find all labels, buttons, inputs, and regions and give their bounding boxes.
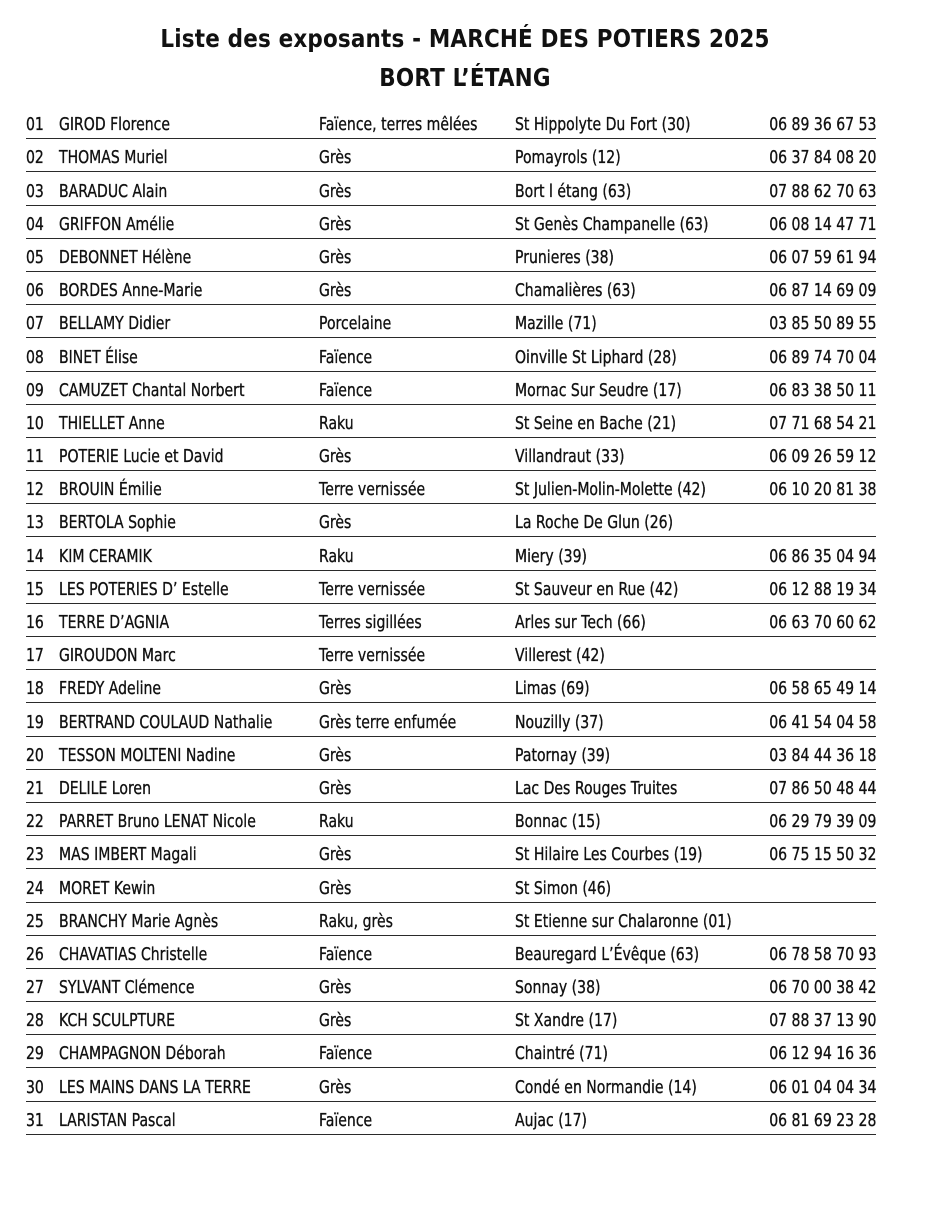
exhibitor-name: DELILE Loren: [59, 777, 151, 799]
exhibitor-phone: 06 37 84 08 20: [768, 147, 876, 169]
exhibitor-technique: Terres sigillées: [319, 612, 422, 633]
exhibitor-row: [26, 305, 876, 338]
exhibitor-name: KIM CERAMIK: [59, 545, 152, 567]
exhibitor-row: [26, 1068, 876, 1101]
document-title: Liste des exposants - MARCHÉ DES POTIERS 2025: [160, 24, 770, 53]
exhibitor-name: KCH SCULPTURE: [59, 1010, 176, 1032]
exhibitor-row: [26, 869, 876, 902]
exhibitor-row: [26, 338, 876, 371]
exhibitor-number: 20: [26, 744, 44, 766]
exhibitor-number: 30: [26, 1076, 44, 1098]
exhibitor-technique: Grès: [319, 1010, 352, 1032]
exhibitor-number: 26: [26, 943, 44, 965]
exhibitor-number: 18: [26, 678, 44, 700]
exhibitor-name: TERRE D’AGNIA: [59, 612, 170, 633]
exhibitor-number: 08: [26, 346, 44, 368]
exhibitor-row: [26, 770, 876, 803]
exhibitor-town: Pomayrols (12): [515, 147, 621, 169]
exhibitor-technique: Raku, grès: [319, 910, 393, 932]
exhibitor-row: [26, 703, 876, 736]
exhibitor-town: Patornay (39): [515, 744, 611, 766]
exhibitor-technique: Grès: [319, 246, 352, 268]
exhibitor-number: 10: [26, 412, 44, 434]
exhibitor-technique: Grès: [319, 877, 352, 899]
exhibitor-phone: 06 70 00 38 42: [768, 977, 876, 999]
exhibitor-name: THIELLET Anne: [59, 412, 165, 434]
exhibitor-town: Chamalières (63): [515, 280, 636, 302]
document-subtitle-location: BORT L’ÉTANG: [379, 63, 551, 92]
exhibitor-phone: 07 71 68 54 21: [768, 412, 876, 434]
exhibitor-row: [26, 1002, 876, 1035]
exhibitor-town: Miery (39): [515, 545, 588, 567]
exhibitor-name: DEBONNET Hélène: [59, 246, 192, 268]
exhibitor-name: CAMUZET Chantal Norbert: [59, 379, 245, 401]
exhibitor-name: CHAVATIAS Christelle: [59, 943, 208, 965]
exhibitor-town: St Simon (46): [515, 877, 612, 899]
exhibitor-number: 03: [26, 180, 44, 202]
exhibitor-technique: Faïence: [319, 346, 373, 368]
exhibitor-row: [26, 106, 876, 139]
exhibitor-row: [26, 172, 876, 205]
exhibitor-town: St Seine en Bache (21): [515, 412, 677, 434]
exhibitor-number: 16: [26, 612, 44, 633]
exhibitor-number: 21: [26, 777, 44, 799]
exhibitor-row: [26, 936, 876, 969]
exhibitor-town: Chaintré (71): [515, 1043, 609, 1065]
exhibitor-phone: 06 12 94 16 36: [768, 1043, 876, 1065]
exhibitor-town: St Xandre (17): [515, 1010, 618, 1032]
exhibitor-row: [26, 471, 876, 504]
exhibitor-phone: 06 09 26 59 12: [768, 446, 876, 468]
exhibitor-number: 02: [26, 147, 44, 169]
exhibitor-technique: Grès: [319, 777, 352, 799]
exhibitor-phone: 06 75 15 50 32: [768, 844, 876, 866]
exhibitor-row: [26, 405, 876, 438]
exhibitor-phone: 06 78 58 70 93: [768, 943, 876, 965]
exhibitor-town: St Hippolyte Du Fort (30): [515, 114, 691, 136]
exhibitor-technique: Raku: [319, 811, 354, 833]
exhibitor-phone: 03 84 44 36 18: [768, 744, 876, 766]
exhibitor-number: 05: [26, 246, 44, 268]
exhibitor-technique: Raku: [319, 412, 354, 434]
exhibitor-number: 22: [26, 811, 44, 833]
exhibitor-name: BROUIN Émilie: [59, 479, 162, 501]
exhibitor-technique: Faïence: [319, 943, 373, 965]
exhibitor-technique: Terre vernissée: [319, 479, 426, 501]
exhibitor-technique: Faïence: [319, 1109, 373, 1131]
exhibitor-number: 23: [26, 844, 44, 866]
exhibitor-technique: Grès: [319, 744, 352, 766]
exhibitor-row: [26, 1035, 876, 1068]
exhibitor-name: THOMAS Muriel: [59, 147, 168, 169]
exhibitor-phone: 06 41 54 04 58: [768, 711, 876, 733]
exhibitor-technique: Grès: [319, 180, 352, 202]
exhibitor-technique: Grès: [319, 512, 352, 534]
exhibitor-technique: Faïence, terres mêlées: [319, 114, 478, 136]
exhibitor-town: Limas (69): [515, 678, 590, 700]
exhibitor-name: BARADUC Alain: [59, 180, 168, 202]
exhibitor-row: [26, 903, 876, 936]
exhibitor-technique: Grès: [319, 213, 352, 235]
exhibitor-phone: 06 58 65 49 14: [768, 678, 876, 700]
exhibitor-name: FREDY Adeline: [59, 678, 162, 700]
exhibitor-name: BRANCHY Marie Agnès: [59, 910, 219, 932]
exhibitor-phone: 06 86 35 04 94: [768, 545, 876, 567]
exhibitor-technique: Grès: [319, 446, 352, 468]
exhibitor-technique: Terre vernissée: [319, 645, 426, 667]
exhibitor-row: [26, 438, 876, 471]
exhibitor-row: [26, 1102, 876, 1135]
exhibitor-phone: 07 86 50 48 44: [768, 777, 876, 799]
exhibitor-list: [26, 106, 876, 1135]
exhibitor-town: Prunieres (38): [515, 246, 615, 268]
exhibitor-row: [26, 504, 876, 537]
exhibitor-town: St Hilaire Les Courbes (19): [515, 844, 703, 866]
exhibitor-technique: Grès: [319, 678, 352, 700]
exhibitor-number: 15: [26, 578, 44, 600]
exhibitor-phone: 06 29 79 39 09: [768, 811, 876, 833]
exhibitor-technique: Raku: [319, 545, 354, 567]
exhibitor-town: Bort l étang (63): [515, 180, 632, 202]
exhibitor-number: 31: [26, 1109, 44, 1131]
exhibitor-town: Lac Des Rouges Truites: [515, 777, 678, 799]
exhibitor-phone: 06 83 38 50 11: [768, 379, 876, 401]
exhibitor-technique: Porcelaine: [319, 313, 392, 335]
exhibitor-technique: Terre vernissée: [319, 578, 426, 600]
exhibitor-technique: Grès: [319, 844, 352, 866]
exhibitor-row: [26, 372, 876, 405]
exhibitor-name: BINET Élise: [59, 346, 138, 368]
exhibitor-number: 29: [26, 1043, 44, 1065]
exhibitor-phone: 06 01 04 04 34: [768, 1076, 876, 1098]
exhibitor-phone: 03 85 50 89 55: [768, 313, 876, 335]
exhibitor-row: [26, 670, 876, 703]
exhibitor-name: POTERIE Lucie et David: [59, 446, 224, 468]
exhibitor-town: Mornac Sur Seudre (17): [515, 379, 682, 401]
exhibitor-row: [26, 604, 876, 637]
exhibitor-number: 09: [26, 379, 44, 401]
exhibitor-town: Sonnay (38): [515, 977, 601, 999]
exhibitor-town: Arles sur Tech (66): [515, 612, 646, 633]
exhibitor-town: St Sauveur en Rue (42): [515, 578, 679, 600]
exhibitor-town: Oinville St Liphard (28): [515, 346, 677, 368]
exhibitor-number: 19: [26, 711, 44, 733]
exhibitor-name: LARISTAN Pascal: [59, 1109, 176, 1131]
exhibitor-name: BERTOLA Sophie: [59, 512, 176, 534]
exhibitor-row: [26, 836, 876, 869]
exhibitor-technique: Faïence: [319, 1043, 373, 1065]
exhibitor-name: GIROUDON Marc: [59, 645, 176, 667]
exhibitor-name: LES POTERIES D’ Estelle: [59, 578, 229, 600]
exhibitor-phone: 06 12 88 19 34: [768, 578, 876, 600]
exhibitor-name: CHAMPAGNON Déborah: [59, 1043, 226, 1065]
exhibitor-technique: Grès terre enfumée: [319, 711, 457, 733]
exhibitor-phone: 06 89 74 70 04: [768, 346, 876, 368]
exhibitor-phone: 06 07 59 61 94: [768, 246, 876, 268]
exhibitor-name: BELLAMY Didier: [59, 313, 171, 335]
exhibitor-name: GIROD Florence: [59, 114, 171, 136]
exhibitor-phone: 06 63 70 60 62: [768, 612, 876, 633]
exhibitor-phone: 06 81 69 23 28: [768, 1109, 876, 1131]
exhibitor-number: 04: [26, 213, 44, 235]
exhibitor-number: 07: [26, 313, 44, 335]
exhibitor-number: 13: [26, 512, 44, 534]
exhibitor-name: SYLVANT Clémence: [59, 977, 195, 999]
exhibitor-row: [26, 272, 876, 305]
exhibitor-technique: Grès: [319, 977, 352, 999]
exhibitor-town: St Etienne sur Chalaronne (01): [515, 910, 732, 932]
exhibitor-phone: 06 08 14 47 71: [768, 213, 876, 235]
exhibitor-row: [26, 803, 876, 836]
exhibitor-town: Bonnac (15): [515, 811, 601, 833]
exhibitor-town: St Julien-Molin-Molette (42): [515, 479, 706, 501]
exhibitor-name: LES MAINS DANS LA TERRE: [59, 1076, 251, 1098]
exhibitor-town: Aujac (17): [515, 1109, 588, 1131]
exhibitor-number: 25: [26, 910, 44, 932]
exhibitor-name: MAS IMBERT Magali: [59, 844, 197, 866]
exhibitor-number: 24: [26, 877, 44, 899]
exhibitor-name: PARRET Bruno LENAT Nicole: [59, 811, 256, 833]
exhibitor-number: 01: [26, 114, 44, 136]
exhibitor-number: 12: [26, 479, 44, 501]
exhibitor-name: TESSON MOLTENI Nadine: [59, 744, 236, 766]
exhibitor-town: Nouzilly (37): [515, 711, 604, 733]
exhibitor-row: [26, 637, 876, 670]
exhibitor-town: Beauregard L’Évêque (63): [515, 943, 700, 965]
exhibitor-row: [26, 571, 876, 604]
exhibitor-name: GRIFFON Amélie: [59, 213, 175, 235]
exhibitor-town: Mazille (71): [515, 313, 597, 335]
exhibitor-number: 28: [26, 1010, 44, 1032]
exhibitor-row: [26, 139, 876, 172]
exhibitor-phone: 06 10 20 81 38: [768, 479, 876, 501]
exhibitor-row: [26, 206, 876, 239]
exhibitor-number: 06: [26, 280, 44, 302]
exhibitor-phone: 07 88 62 70 63: [768, 180, 876, 202]
exhibitor-number: 14: [26, 545, 44, 567]
exhibitor-number: 11: [26, 446, 44, 468]
exhibitor-row: [26, 737, 876, 770]
exhibitor-town: St Genès Champanelle (63): [515, 213, 709, 235]
exhibitor-technique: Faïence: [319, 379, 373, 401]
exhibitor-phone: 07 88 37 13 90: [768, 1010, 876, 1032]
exhibitor-number: 27: [26, 977, 44, 999]
exhibitor-row: [26, 969, 876, 1002]
exhibitor-phone: 06 87 14 69 09: [768, 280, 876, 302]
exhibitor-technique: Grès: [319, 280, 352, 302]
exhibitor-name: BORDES Anne-Marie: [59, 280, 203, 302]
exhibitor-row: [26, 537, 876, 570]
exhibitor-technique: Grès: [319, 147, 352, 169]
exhibitor-town: Villandraut (33): [515, 446, 625, 468]
exhibitor-town: Villerest (42): [515, 645, 605, 667]
exhibitor-name: BERTRAND COULAUD Nathalie: [59, 711, 273, 733]
exhibitor-number: 17: [26, 645, 44, 667]
exhibitor-phone: 06 89 36 67 53: [768, 114, 876, 136]
exhibitor-name: MORET Kewin: [59, 877, 156, 899]
exhibitor-town: La Roche De Glun (26): [515, 512, 674, 534]
exhibitor-row: [26, 239, 876, 272]
exhibitor-town: Condé en Normandie (14): [515, 1076, 697, 1098]
exhibitor-technique: Grès: [319, 1076, 352, 1098]
